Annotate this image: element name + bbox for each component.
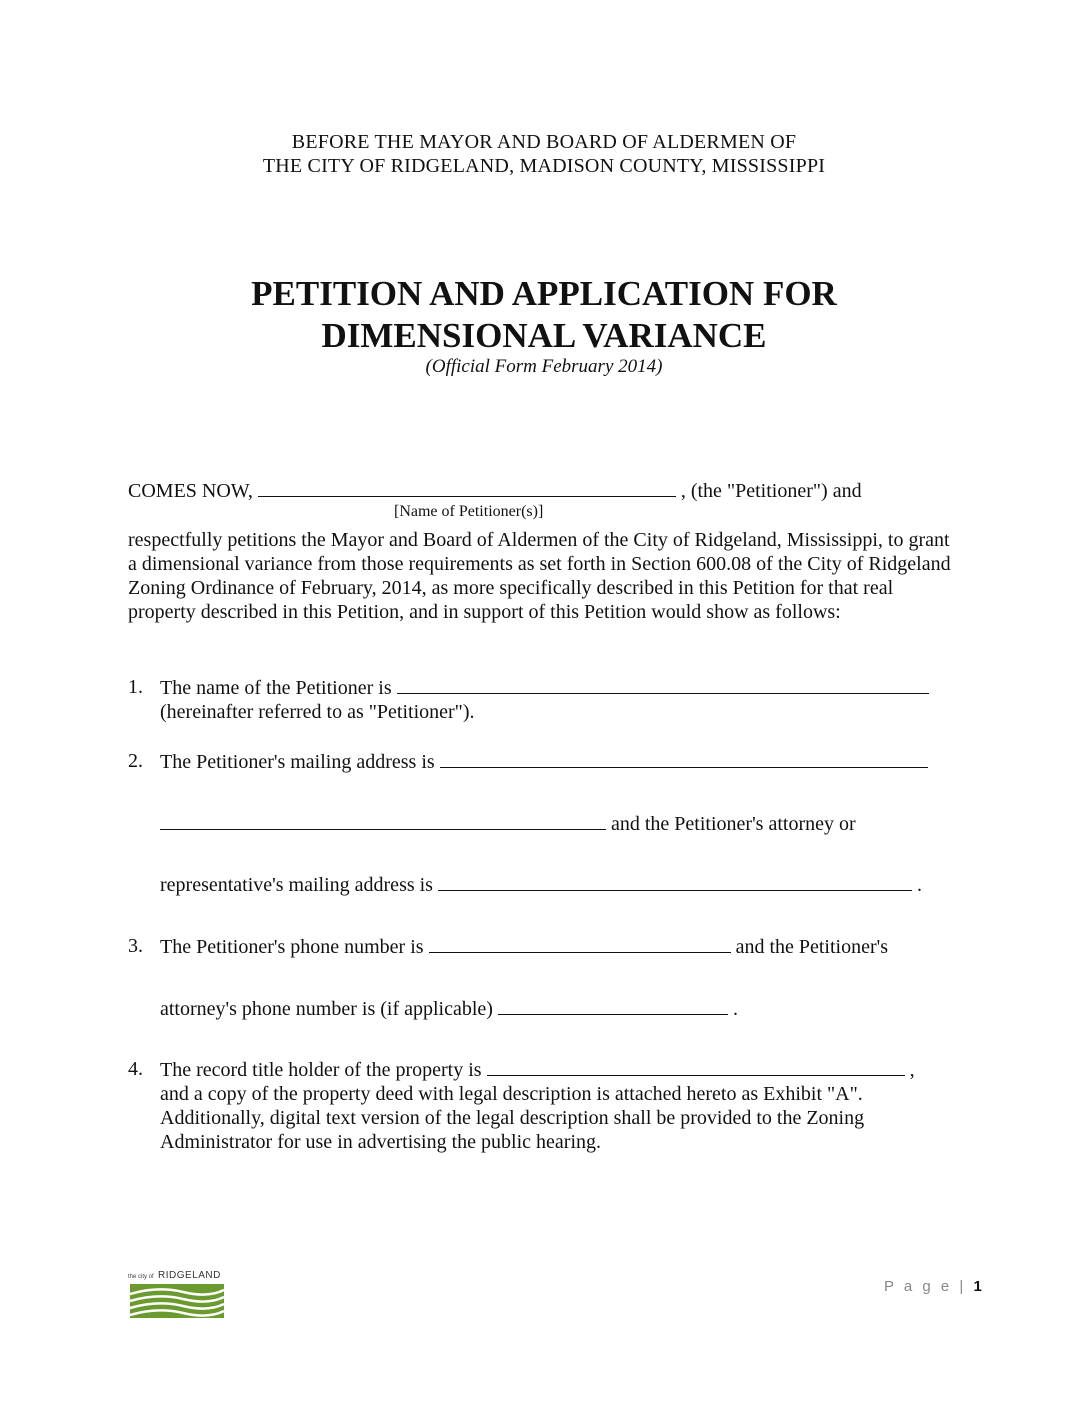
header-line-1: BEFORE THE MAYOR AND BOARD OF ALDERMEN OF — [291, 131, 797, 153]
comes-now-suffix: , (the "Petitioner") and — [680, 480, 862, 502]
item-2 — [160, 749, 960, 774]
petitioner-name-field[interactable] — [258, 478, 676, 497]
document-title — [0, 273, 1088, 357]
item-1 — [160, 675, 960, 700]
petitioner-phone-input[interactable] — [429, 934, 731, 953]
ridgeland-logo — [128, 1272, 226, 1318]
page-number-value: 1 — [973, 1278, 982, 1295]
document-subtitle: (Official Form February 2014) — [425, 356, 663, 377]
item-3-line-2-text: attorney's phone number is (if applicable) — [160, 998, 493, 1020]
item-4-text-end: , — [909, 1059, 915, 1081]
item-1-number: 1. — [128, 676, 143, 698]
item-2-line-3-end: . — [916, 874, 922, 896]
item-1-text: The name of the Petitioner is — [160, 677, 392, 699]
item-2-line-2 — [160, 811, 960, 836]
header-line-2: THE CITY OF RIDGELAND, MADISON COUNTY, MISSISSIPPI — [262, 155, 826, 177]
item-4-text: The record title holder of the property is — [160, 1059, 482, 1081]
intro-paragraph: respectfully petitions the Mayor and Board of Aldermen of the City of Ridgeland, Mississippi, to grant a dimensional variance from those requirements as set forth in Section 600.08 of the City of Ridgeland Zoning Ordinance of February, 2014, as more specifically described in this Petition for that real property described in this Petition, and in support of this Petition would show as follows: — [128, 529, 951, 623]
document-header — [0, 130, 1088, 178]
attorney-phone-input[interactable] — [498, 996, 728, 1015]
item-2-line-3-text: representative's mailing address is — [160, 874, 433, 896]
title-line-2: DIMENSIONAL VARIANCE — [321, 316, 767, 355]
logo-landscape-icon — [128, 1284, 226, 1318]
item-4-number: 4. — [128, 1058, 143, 1080]
item-4 — [160, 1057, 960, 1082]
item-1-line-2: (hereinafter referred to as "Petitioner"). — [160, 701, 475, 723]
item-3-number: 3. — [128, 935, 143, 957]
record-title-holder-input[interactable] — [487, 1057, 905, 1076]
item-4-continuation: and a copy of the property deed with legal description is attached hereto as Exhibit "A". Additionally, digital text version of the legal description shall be provided to the Zoning Administrator for use in advertising the public hearing. — [160, 1083, 865, 1153]
item-3-text: The Petitioner's phone number is — [160, 936, 424, 958]
item-3 — [160, 934, 960, 959]
comes-now-line — [128, 478, 862, 503]
logo-small-text: the city of — [128, 1274, 154, 1280]
item-2-line-2-text: and the Petitioner's attorney or — [611, 813, 856, 835]
item-3-text-after: and the Petitioner's — [735, 936, 889, 958]
petitioner-field-caption: [Name of Petitioner(s)] — [394, 503, 544, 520]
title-line-1: PETITION AND APPLICATION FOR — [251, 274, 837, 313]
petitioner-mailing-address-input[interactable] — [440, 749, 928, 768]
logo-name-text: RIDGELAND — [158, 1270, 221, 1281]
item-2-number: 2. — [128, 750, 143, 772]
page-number — [884, 1278, 982, 1295]
petitioner-mailing-address-continued-input[interactable] — [160, 811, 606, 830]
representative-mailing-address-input[interactable] — [438, 872, 912, 891]
item-3-line-2-end: . — [732, 998, 738, 1020]
item-3-line-2 — [160, 996, 960, 1021]
page-label: P a g e | — [884, 1278, 967, 1295]
comes-now-label: COMES NOW, — [128, 480, 253, 502]
petitioner-name-input[interactable] — [397, 675, 929, 694]
item-2-text: The Petitioner's mailing address is — [160, 751, 435, 773]
item-2-line-3 — [160, 872, 960, 897]
